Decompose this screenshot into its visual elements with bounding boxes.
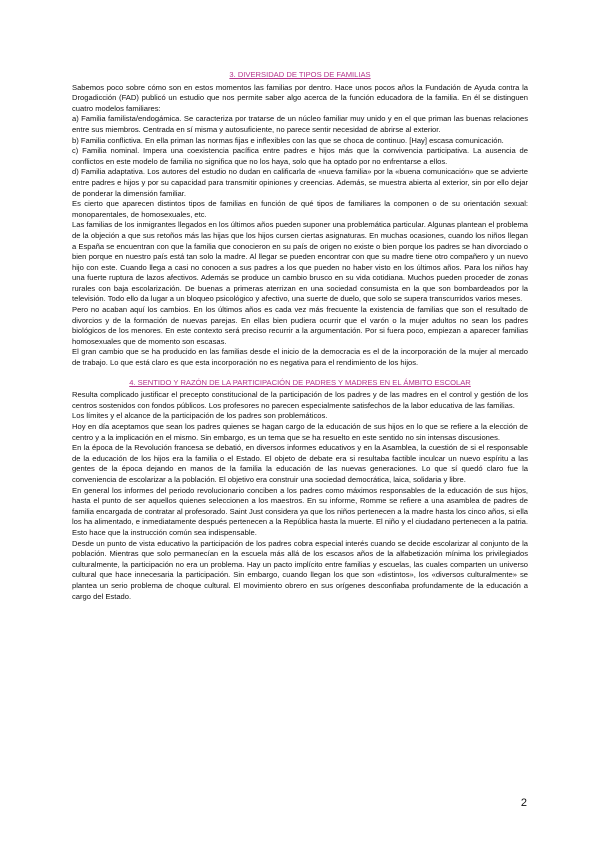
section-3-heading: 3. DIVERSIDAD DE TIPOS DE FAMILIAS	[229, 70, 371, 79]
section-3-paragraph-1: Sabemos poco sobre cómo son en estos momentos las familias por dentro. Hace unos pocos años la Fundación de Ayuda contra la Drogadicción (FAD) publicó un estudio que nos permite saber algo acerca de la función educadora de la familia. En él se distinguen cuatro modelos familiares:	[72, 82, 528, 113]
section-4-paragraph-3: Hoy en día aceptamos que sean los padres quienes se hagan cargo de la educación de sus hijos en lo que se refiere a la elección de centro y a la implicación en el mismo. Sin embargo, es un tema que se ha resuelto en este sentido no sin intensas discusiones.	[72, 422, 528, 442]
section-4-heading: 4. SENTIDO Y RAZÓN DE LA PARTICIPACIÓN DE PADRES Y MADRES EN EL ÁMBITO ESCOLAR	[129, 377, 471, 387]
section-3-paragraph-3: b) Familia conflictiva. En ella priman las normas fijas e inflexibles con las que se choca de continuo. [Hay] escasa comunicación.	[72, 135, 504, 145]
section-divider-space	[72, 369, 528, 378]
section-4-paragraph-2: Los límites y el alcance de la participación de los padres son problemáticos.	[72, 411, 328, 421]
section-3-paragraph-2: a) Familia familista/endogámica. Se caracteriza por tratarse de un núcleo familiar muy unido y en el que priman las buenas relaciones entre sus miembros. Centrada en sí misma y autosuficiente, no parece sentir necesidad de abrirse al exterior.	[72, 114, 528, 134]
section-3-paragraph-5: d) Familia adaptativa. Los autores del estudio no dudan en calificarla de «nueva familia» por la «buena comunicación» que se advierte entre padres e hijos y por su capacidad para transmitir opiniones y creencias. Además, se muestra abierta al exterior, sin por ello dejar de ponderar la dimensión familiar.	[72, 167, 528, 198]
section-3-paragraph-6: Es cierto que aparecen distintos tipos de familias en función de qué tipos de familiares la componen o de su orientación sexual: monoparentales, de homosexuales, etc.	[72, 199, 528, 219]
section-3-paragraph-4: c) Familia nominal. Impera una coexistencia pacífica entre padres e hijos más que la convivencia participativa. La ausencia de conflictos en este modelo de familia no significa que no los haya, solo que ha optado por no enfrentarse a ellos.	[72, 146, 528, 166]
page-number: 2	[520, 797, 527, 809]
section-4-paragraph-1: Resulta complicado justificar el precepto constitucional de la participación de los padres y de las madres en el control y gestión de los centros sostenidos con fondos públicos. Los profesores no parecen especialmente satisfechos de la labor educativa de las familias.	[72, 390, 528, 410]
section-3-paragraph-9: El gran cambio que se ha producido en las familias desde el inicio de la democracia es el de la incorporación de la mujer al mercado de trabajo. Lo que está claro es que esta incorporación no es negativa para el rendimiento de los hijos.	[72, 347, 528, 368]
document-page	[72, 70, 528, 602]
section-4-paragraph-4: En la época de la Revolución francesa se debatió, en diversos informes educativos y en la Asamblea, la cuestión de si el responsable de la educación de los hijos era la familia o el Estado. El objeto de debate era si resultaba factible inculcar un nuevo espíritu a las gentes de la época dejando en manos de la familia la educación de las nuevas generaciones. Lo que sí quedó claro fue la conveniencia de escolarizar a la población. El objetivo era construir una sociedad democrática, laica, solidaria y libre.	[72, 443, 528, 484]
section-4-paragraph-6: Desde un punto de vista educativo la participación de los padres cobra especial interés cuando se decide escolarizar al conjunto de la población. Mientras que solo permanecían en la escuela más allá de los escasos años de la alfabetización mínima los privilegiados culturalmente, la participación no era un problema. Hay un pacto implícito entre familias y escuelas, las cuales comparten un universo cultural que hace innecesaria la participación. Sin embargo, cuando llegan los que son «distintos», los «diversos culturalmente» se plantea un serio problema de choque cultural. El movimiento obrero en sus orígenes desconfiaba profundamente de la educación a cargo del Estado.	[72, 538, 528, 601]
section-4-paragraph-5: En general los informes del periodo revolucionario conciben a los padres como máximos responsables de la educación de sus hijos, hasta el punto de ser aquellos quienes seleccionen a los maestros. En su informe, Romme se refiere a una asamblea de padres de familia encargada de contratar al profesorado. Saint Just considera ya que los niños pertenecen a la madre hasta los cinco años, si ella los ha alimentado, e inmediatamente después pertenecen a la República hasta la muerte. El niño y el ciudadano pertenecen a la patria. Esto hace que la instrucción común sea indispensable.	[72, 485, 528, 537]
section-3-paragraph-7: Las familias de los inmigrantes llegados en los últimos años pueden suponer una problemática particular. Algunas plantean el problema de la objeción a que sus retoños más las hijas que los hijos cursen ciertas asignaturas. En muchas ocasiones, cuando los niños llegan a España se encuentran con que la familia que conocieron en su país de origen no existe o bien porque los padres se han divorciado o bien porque en nuestro país está tan solo la madre. Al llegar se pueden encontrar con que su madre tiene otro compañero y un nuevo hijo con este. Cuando llega a casi no conocen a sus padres a los que pueden no haber visto en los últimos años. Para los niños hay una fuerte ruptura de lazos afectivos. Además se produce un cambio brusco en su vida cotidiana. Muchos pueden proceder de zonas rurales con baja escolarización. De buenas a primeras aterrizan en una sociedad consumista en la que son bombardeados por la televisión. Todo ello da lugar a un bloqueo psicológico y afectivo, una suerte de duelo, que solo se supera transcurridos varios meses.	[72, 220, 528, 304]
section-3-paragraph-8: Pero no acaban aquí los cambios. En los últimos años es cada vez más frecuente la existencia de familias que son el resultado de divorcios y de la formación de nuevas parejas. En ellas bien pudiera ocurrir que el varón o la mujer adultos no sean los padres biológicos de los menores. En este contexto será preciso recurrir a la argumentación. Por si fuera poco, empiezan a aparecer familias homosexuales que de momento son escasas.	[72, 305, 528, 346]
